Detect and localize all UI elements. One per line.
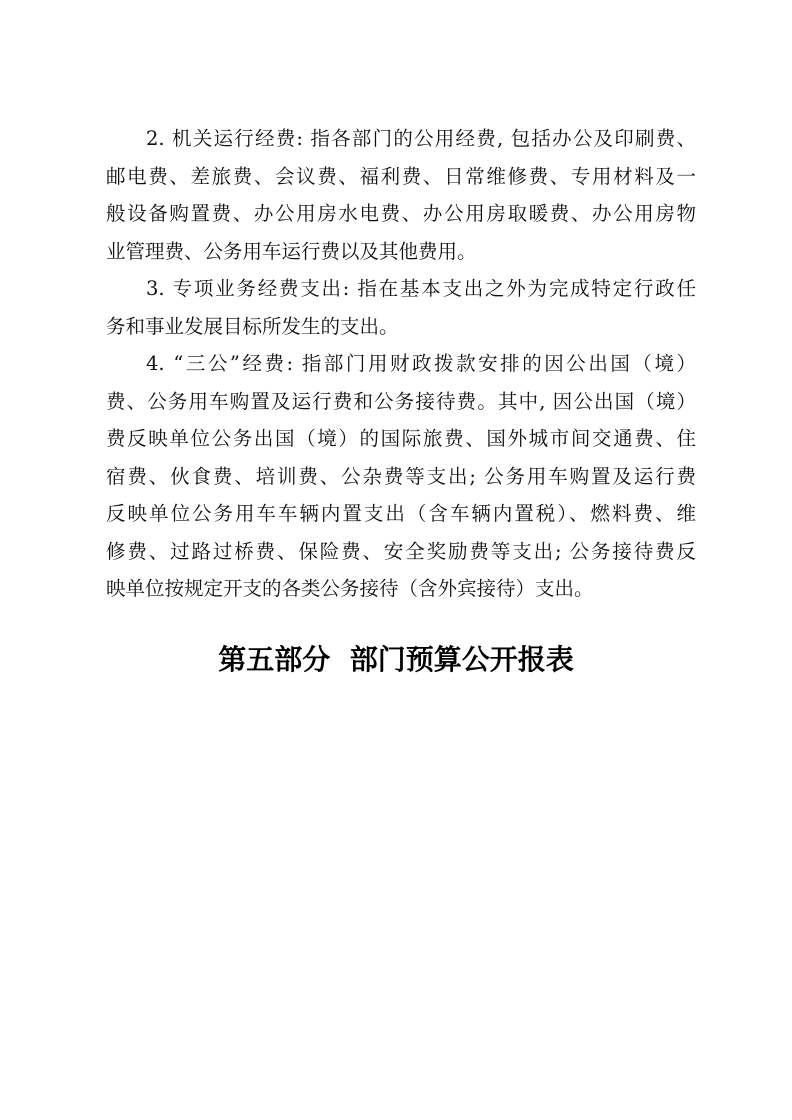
paragraph-line: 费、公务用车购置及运行费和公务接待费。其中, 因公出国（境） bbox=[106, 389, 696, 413]
paragraph-line: 费反映单位公务出国（境）的国际旅费、国外城市间交通费、住 bbox=[106, 427, 696, 450]
paragraph-line: 务和事业发展目标所发生的支出。 bbox=[106, 314, 399, 338]
paragraph-line: 2. 机关运行经费: 指各部门的公用经费, 包括办公及印刷费、 bbox=[146, 127, 696, 150]
paragraph-line: 3. 专项业务经费支出: 指在基本支出之外为完成特定行政任 bbox=[146, 277, 696, 300]
paragraph-line: 反映单位公务用车车辆内置支出（含车辆内置税）、燃料费、维 bbox=[106, 502, 696, 525]
section-title: 第五部分 部门预算公开报表 bbox=[218, 643, 574, 676]
paragraph-three-public-expenses bbox=[106, 345, 696, 608]
paragraph-operating-expenses bbox=[106, 120, 696, 270]
paragraph-line: 宿费、伙食费、培训费、公杂费等支出; 公务用车购置及运行费 bbox=[106, 464, 696, 488]
paragraph-line: 般设备购置费、办公用房水电费、办公用房取暖费、办公用房物 bbox=[106, 202, 696, 225]
paragraph-special-expenses bbox=[106, 270, 696, 345]
paragraph-line: 修费、过路过桥费、保险费、安全奖励费等支出; 公务接待费反 bbox=[106, 539, 696, 563]
paragraph-line: 映单位按规定开支的各类公务接待（含外宾接待）支出。 bbox=[106, 577, 594, 600]
body-text bbox=[106, 120, 696, 608]
paragraph-line: 邮电费、差旅费、会议费、福利费、日常维修费、专用材料及一 bbox=[106, 164, 696, 188]
paragraph-line: 4. “三公”经费: 指部门用财政拨款安排的因公出国（境） bbox=[146, 352, 696, 375]
paragraph-line: 业管理费、公务用车运行费以及其他费用。 bbox=[106, 239, 477, 263]
